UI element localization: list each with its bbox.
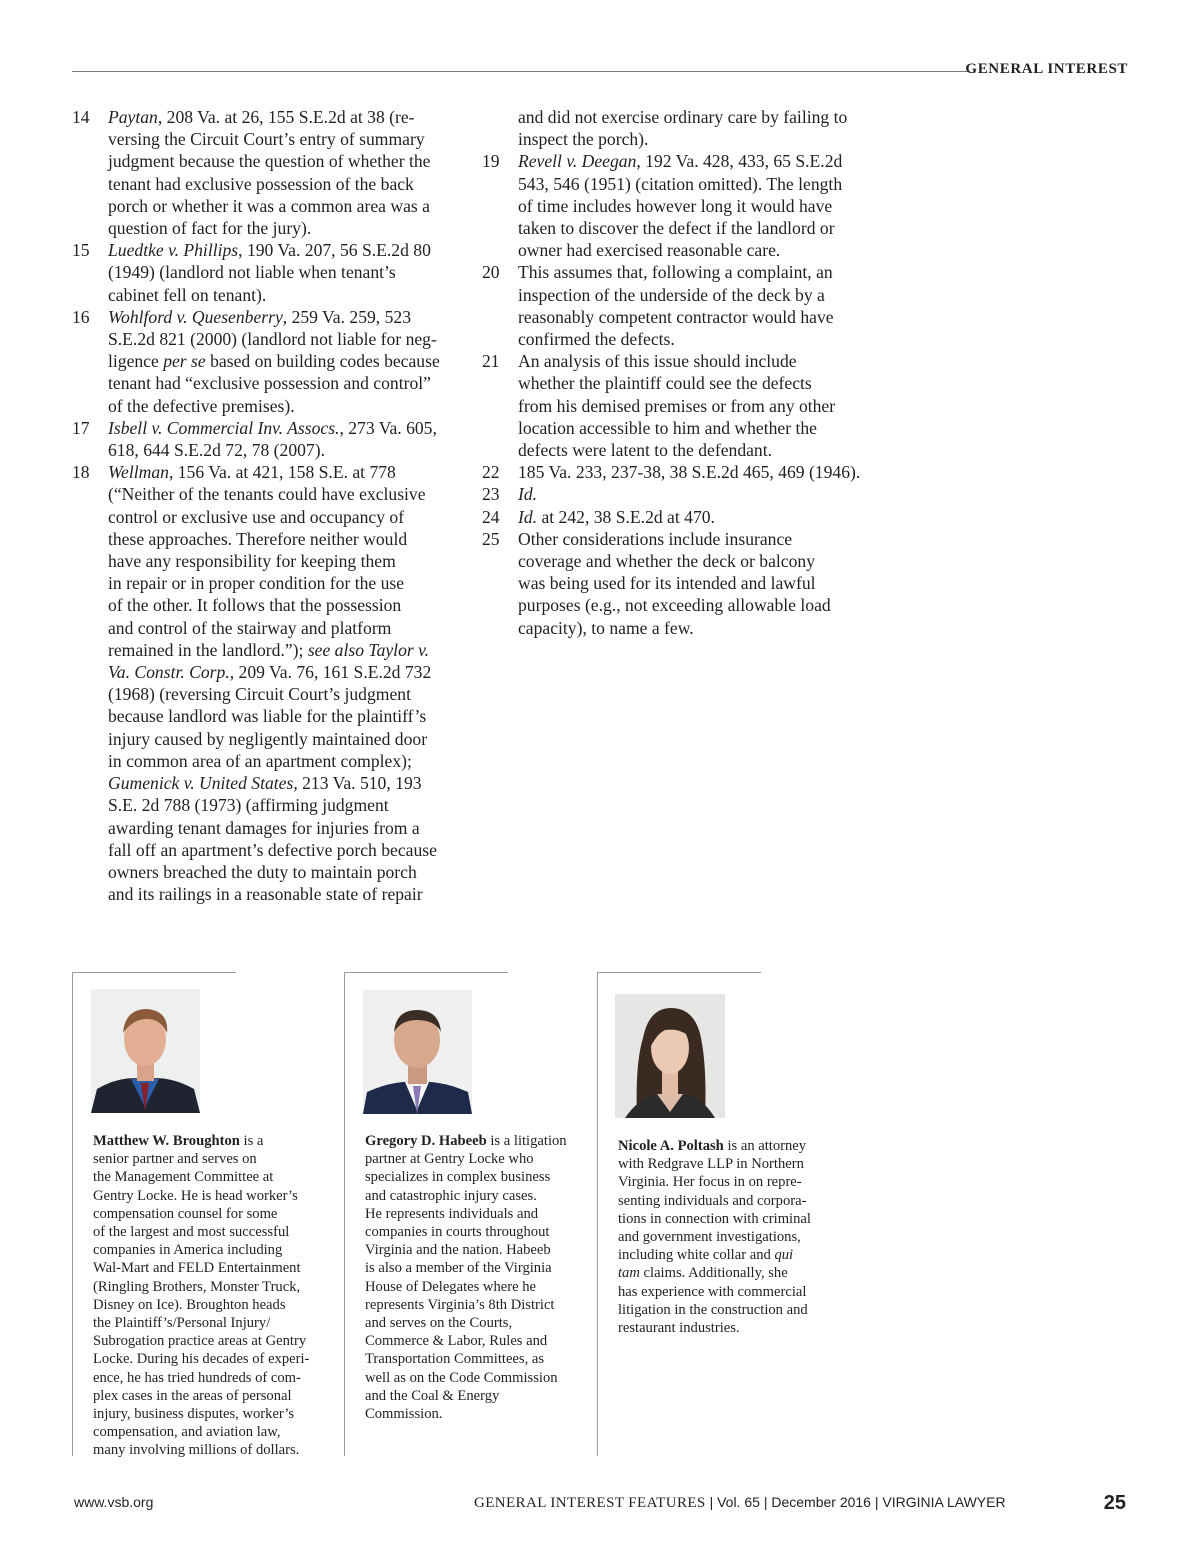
- endnote-text: Other considerations include insurance coverage and whether the deck or balcony was being used for its intended and lawful purposes (e.g., not exceeding allowable load capacity), to name a few.: [518, 528, 831, 638]
- footer-magazine: VIRGINIA LAWYER: [882, 1494, 1006, 1510]
- endnote-number: 15: [72, 240, 90, 261]
- endnote-22: [482, 461, 872, 483]
- endnote-number: 17: [72, 417, 90, 438]
- footer-date: December 2016: [771, 1494, 871, 1510]
- endnote-text: An analysis of this issue should include whether the plaintiff could see the defects from his demised premises or from any other location accessible to him and whether the defects were latent to the defendant.: [518, 351, 836, 461]
- endnote-15: [72, 239, 452, 306]
- header-rule: [72, 71, 970, 72]
- endnote-14: [72, 106, 452, 239]
- section-label: GENERAL INTEREST: [965, 61, 1128, 77]
- author-bio-poltash: [597, 972, 847, 1456]
- bio-frame-top: [72, 972, 236, 973]
- footer-separator: |: [763, 1494, 768, 1510]
- author-bio-broughton: [72, 972, 337, 1459]
- bio-frame-side: [72, 972, 73, 1456]
- footer-section: GENERAL INTEREST FEATURES: [474, 1495, 706, 1511]
- endnote-text: Id. at 242, 38 S.E.2d at 470.: [518, 506, 715, 527]
- footer-website-link[interactable]: www.vsb.org: [74, 1494, 154, 1510]
- endnote-18-continuation: and did not exercise ordinary care by failing to inspect the porch).: [518, 107, 848, 150]
- footer-volume: Vol. 65: [717, 1494, 760, 1510]
- endnote-text: Wohlford v. Quesenberry, 259 Va. 259, 523 S.E.2d 821 (2000) (landlord not liable for neg- ligence per se based on building codes because tenant had “exclusive possession and control” of the defective premises).: [108, 306, 440, 416]
- endnotes-left-column: [72, 106, 452, 905]
- endnote-number: 16: [72, 306, 90, 327]
- footer-publication-info: [474, 1494, 1006, 1512]
- endnote-text: This assumes that, following a complaint, an inspection of the underside of the deck by a reasonably competent contractor would have confirmed the defects.: [518, 262, 834, 350]
- endnote-18: [72, 461, 452, 905]
- author-bio-text: Nicole A. Poltash is an attorney with Redgrave LLP in Northern Virginia. Her focus in on repre- senting individuals and corpora- tions in connection with criminal and government investigations, including white collar and qui tam claims. Additionally, she has experience with commercial litigation in the construction and restaurant industries.: [618, 1138, 811, 1337]
- page-number: 25: [1103, 1492, 1126, 1514]
- author-photo: [363, 990, 472, 1114]
- endnote-number: 21: [482, 351, 500, 372]
- footer-separator: |: [874, 1494, 879, 1510]
- author-bio-text: Gregory D. Habeeb is a litigation partner at Gentry Locke who specializes in complex business and catastrophic injury cases. He represents individuals and companies in courts throughout Virginia and the nation. Habeeb is also a member of the Virginia House of Delegates where he represents Virginia’s 8th District and serves on the Courts, Commerce & Labor, Rules and Transportation Committees, as well as on the Code Commission and the Coal & Energy Commission.: [365, 1133, 567, 1423]
- endnote-text: Id.: [518, 484, 538, 505]
- endnote-16: [72, 306, 452, 417]
- endnote-number: 23: [482, 484, 500, 505]
- bio-frame-side: [344, 972, 345, 1456]
- endnotes-middle-column: [482, 106, 872, 639]
- author-bio-text: Matthew W. Broughton is a senior partner and serves on the Management Committee at Gentry Locke. He is head worker’s compensation counsel for some of the largest and most successful companies in America including Wal-Mart and FELD Entertainment (Ringling Brothers, Monster Truck, Disney on Ice). Broughton heads the Plaintiff’s/Personal Injury/ Subrogation practice areas at Gentry Locke. During his decades of experi- ence, he has tried hundreds of com- plex cases in the areas of personal injury, business disputes, worker’s compensation, and aviation law, many involving millions of dollars.: [93, 1133, 310, 1459]
- endnote-number: 22: [482, 462, 500, 483]
- endnote-number: 20: [482, 262, 500, 283]
- endnote-number: 18: [72, 462, 90, 483]
- footer-separator: |: [709, 1494, 714, 1510]
- endnote-25: [482, 528, 872, 639]
- endnote-20: [482, 261, 872, 350]
- endnote-text: Wellman, 156 Va. at 421, 158 S.E. at 778 (“Neither of the tenants could have exclusive control or exclusive use and occupancy of these approaches. Therefore neither would have any responsibility for keeping them in repair or in proper condition for the use of the other. It follows that the possession and control of the stairway and platform remained in the landlord.”); see also Taylor v. Va. Constr. Corp., 209 Va. 76, 161 S.E.2d 732 (1968) (reversing Circuit Court’s judgment because landlord was liable for the plaintiff’s injury caused by negligently maintained door in common area of an apartment complex); Gumenick v. United States, 213 Va. 510, 193 S.E. 2d 788 (1973) (affirming judgment awarding tenant damages for injuries from a fall off an apartment’s defective porch because owners breached the duty to maintain porch and its railings in a reasonable state of repair: [108, 462, 437, 905]
- bio-frame-top: [597, 972, 761, 973]
- endnote-text: Paytan, 208 Va. at 26, 155 S.E.2d at 38 (re- versing the Circuit Court’s entry of summary judgment because the question of whether the tenant had exclusive possession of the back porch or whether it was a common area was a question of fact for the jury).: [108, 107, 431, 239]
- endnote-24: [482, 506, 872, 528]
- author-bio-habeeb: [344, 972, 594, 1456]
- endnote-19: [482, 150, 872, 261]
- endnote-23: [482, 483, 872, 505]
- author-photo: [91, 989, 200, 1113]
- endnote-text: Luedtke v. Phillips, 190 Va. 207, 56 S.E.2d 80 (1949) (landlord not liable when tenant’s cabinet fell on tenant).: [108, 240, 431, 305]
- endnote-number: 24: [482, 506, 500, 527]
- bio-frame-side: [597, 972, 598, 1456]
- endnote-number: 19: [482, 151, 500, 172]
- endnote-number: 25: [482, 528, 500, 549]
- endnote-number: 14: [72, 107, 90, 127]
- author-photo: [615, 994, 725, 1118]
- endnote-17: [72, 417, 452, 461]
- endnote-text: Isbell v. Commercial Inv. Assocs., 273 Va. 605, 618, 644 S.E.2d 72, 78 (2007).: [108, 417, 437, 461]
- endnote-text: Revell v. Deegan, 192 Va. 428, 433, 65 S.E.2d 543, 546 (1951) (citation omitted). The length of time includes however long it would have taken to discover the defect if the landlord or owner had exercised reasonable care.: [518, 151, 843, 261]
- endnote-text: 185 Va. 233, 237-38, 38 S.E.2d 465, 469 (1946).: [518, 462, 861, 483]
- bio-frame-top: [344, 972, 508, 973]
- endnote-21: [482, 350, 872, 461]
